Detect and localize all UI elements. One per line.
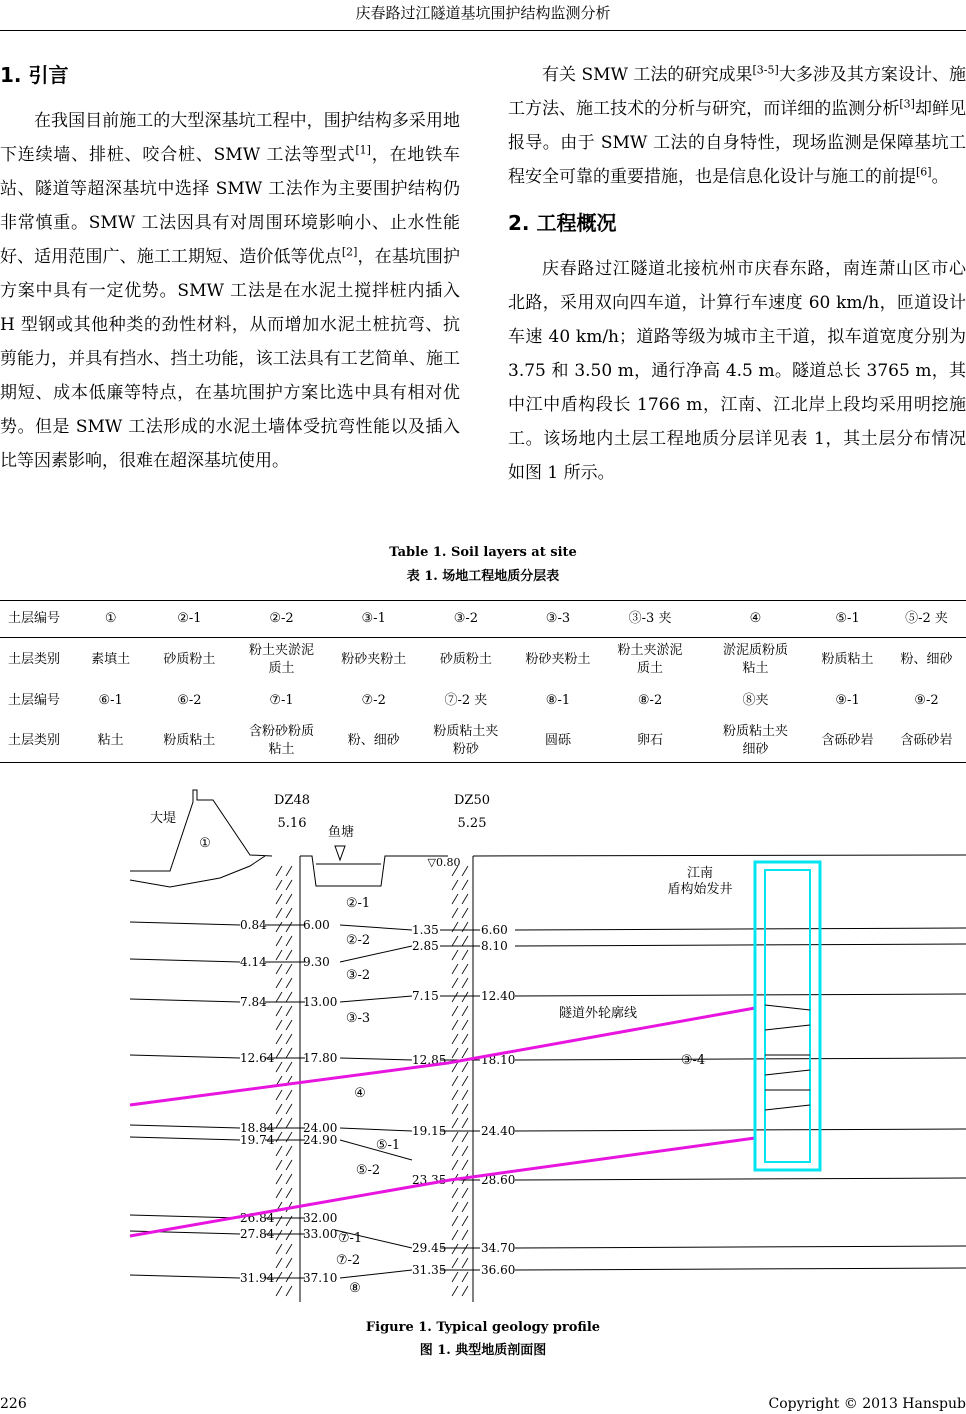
section-2-heading: 2. 工程概况 [508,211,617,235]
borehole-hatch [452,1020,458,1030]
borehole-hatch [276,894,282,904]
section-1-paragraph-1 [0,104,460,478]
borehole-hatch [462,866,468,876]
tunnel-bottom-outline [130,1138,755,1236]
text-run: 。 [931,167,949,187]
table-row [0,638,966,683]
borehole-hatch [462,1244,468,1254]
table-cell: ③-3 夹 [597,601,702,638]
header-rule [0,30,966,31]
borehole-hatch [452,1118,458,1128]
borehole-hatch [276,922,282,932]
borehole-hatch [276,1034,282,1044]
table-cell: ③-1 [334,601,413,638]
dz48-depth: 32.00 [303,1211,338,1225]
layer-boundary-right [515,1246,966,1248]
borehole-hatch [462,1118,468,1128]
borehole-hatch [276,1188,282,1198]
layer-boundary-mid [340,946,412,962]
borehole-hatch [462,1034,468,1044]
table-cell: 砂质粉土 [163,652,216,667]
borehole-hatch [286,1258,292,1268]
running-title: 庆春路过江隧道基坑围护结构监测分析 [355,4,611,22]
layer-boundary-left [130,959,240,962]
table-cell: 粉质粘土夹粉砂 [413,719,518,763]
row-header-cell: 土层类别 [0,719,71,763]
soil-layer-table [0,600,966,763]
layer-label: ③-4 [680,1053,706,1068]
borehole-hatch [276,978,282,988]
table-cell: 素填土 [91,652,131,667]
layer-label: ⑧ [349,1281,361,1296]
table-cell: ⑥-2 [177,692,202,708]
borehole-hatch [286,880,292,890]
borehole-hatch [452,950,458,960]
table-cell: 粉、细砂 [334,719,413,763]
table-caption-en: Table 1. Soil layers at site [389,545,577,560]
citation: [1] [355,143,371,157]
row-header-cell: 土层类别 [8,652,61,667]
dz48-elevation: 12.64 [240,1051,275,1065]
water-level-icon [335,846,345,860]
borehole-hatch [462,1048,468,1058]
dz48-depth: 6.00 [303,918,330,932]
borehole-hatch [452,1230,458,1240]
table-cell: 粉、细砂 [900,652,953,667]
layer-label: ③-3 [345,1011,371,1026]
text-run: ，在地铁车站、隧道等超深基坑中选择 SMW 工法作为主要围护结构仍非常慎重。SMW 工法因具有对周围环境影响小、止水性能好、适用范围广、施工工期短、造价低等优点 [0,145,460,267]
layer-boundary-right [515,994,966,996]
citation: [3] [899,97,915,111]
dz50-depth: 8.10 [481,939,508,953]
borehole-hatch [462,964,468,974]
borehole-hatch [462,1006,468,1016]
dz48-elevation: 26.84 [240,1211,275,1225]
borehole-hatch [452,1202,458,1212]
pond-label: 鱼塘 [327,825,355,840]
layer-label: ②-2 [345,933,371,948]
copyright: Copyright © 2013 Hanspub [768,1396,966,1412]
borehole-hatch [276,1244,282,1254]
dz50-depth: 12.40 [481,989,516,1003]
dz48-depth: 17.80 [303,1051,338,1065]
table-cell: ① [71,601,150,638]
borehole-hatch [286,1104,292,1114]
layer-label: ④ [354,1086,366,1101]
borehole-hatch [462,1286,468,1296]
dz50-elevation: 12.85 [412,1053,447,1067]
table-cell: ③-3 [519,601,598,638]
borehole-hatch [286,1286,292,1296]
dz50-depth: 24.40 [481,1124,516,1138]
layer-boundary-mid [340,925,412,930]
dz50-elevation: 1.35 [412,923,439,937]
dz48-elevation: 31.94 [240,1271,275,1285]
dz48-elevation: 27.84 [240,1227,275,1241]
borehole-hatch [452,936,458,946]
table-cell: 卵石 [597,719,702,763]
dz48-elevation: 0.84 [240,918,267,932]
citation: [3-5] [752,63,779,77]
figure-caption-en: Figure 1. Typical geology profile [365,1320,601,1335]
table-row [0,719,966,763]
dz50-elevation: 7.15 [412,989,439,1003]
table-cell: 含砾砂岩 [887,719,966,763]
table-caption-zh: 表 1. 场地工程地质分层表 [406,569,560,584]
shaft-label: 盾构始发井 [667,882,733,897]
borehole-hatch [286,1188,292,1198]
borehole-hatch [276,964,282,974]
layer-boundary-mid [340,1270,412,1278]
borehole-hatch [286,1146,292,1156]
layer-label: ① [199,836,211,851]
borehole-hatch [276,866,282,876]
borehole-hatch [286,1062,292,1072]
text-run: 却鲜见报导。由于 SMW 工法的自身特性，现场监测是保障基坑工程安全可靠的重要措施，也是信息化设计与施工的前提 [508,99,966,187]
borehole-hatch [286,1272,292,1282]
borehole-hatch [286,908,292,918]
borehole-hatch [286,1174,292,1184]
borehole-hatch [452,1216,458,1226]
layer-label: ⑦-1 [337,1231,363,1246]
borehole-hatch [462,936,468,946]
borehole-hatch [462,908,468,918]
section-1-paragraph-2 [508,58,966,194]
layer-label: ③-2 [345,968,371,983]
table-cell: ⑤-2 夹 [887,601,966,638]
layer-boundary-mid [340,1058,412,1060]
dz48-depth: 37.10 [303,1271,338,1285]
dz50-depth: 36.60 [481,1263,516,1277]
table-cell: 圆砾 [519,719,598,763]
dz48-elevation: 18.84 [240,1121,275,1135]
text-run: 在我国目前施工的大型深基坑工程中，围护结构多采用地下连续墙、排桩、咬合桩、SMW 工法等型式 [0,111,460,165]
layer-boundary-left [130,1275,240,1278]
dz50-elevation: 31.35 [412,1263,447,1277]
layer-label: ⑤-1 [375,1138,401,1153]
layer-label: ⑤-2 [355,1163,381,1178]
borehole-hatch [452,1006,458,1016]
borehole-hatch [286,978,292,988]
page-number: 226 [0,1396,27,1412]
borehole-hatch [462,978,468,988]
borehole-hatch [452,1188,458,1198]
borehole-hatch [276,1006,282,1016]
borehole-hatch [462,1020,468,1030]
borehole-hatch [276,1174,282,1184]
table-cell: 粉土夹淤泥质土 [249,643,315,676]
table-cell: 粉质粘土 [150,719,229,763]
dz50-depth: 28.60 [481,1173,516,1187]
borehole-dz50-label: DZ50 [454,793,490,808]
borehole-hatch [276,1160,282,1170]
borehole-hatch [462,1146,468,1156]
dz50-elevation: 23.35 [412,1173,447,1187]
borehole-hatch [276,1104,282,1114]
table-cell: 粉砂夹粉土 [525,652,591,667]
borehole-hatch [462,880,468,890]
dz48-depth: 13.00 [303,995,338,1009]
table-cell: ⑦-2 [361,692,386,708]
table-cell: 粉土夹淤泥质土 [617,643,683,676]
borehole-hatch [452,1090,458,1100]
table-cell: ⑧-1 [545,692,571,708]
section-1-heading: 1. 引言 [0,63,69,87]
borehole-hatch [276,936,282,946]
layer-boundary-right [515,1178,966,1180]
borehole-hatch [462,1216,468,1226]
layer-boundary-right [515,944,966,946]
borehole-hatch [452,1104,458,1114]
borehole-hatch [286,1160,292,1170]
borehole-hatch [286,1034,292,1044]
table-cell: ⑦-2 夹 [444,692,488,708]
borehole-hatch [276,992,282,1002]
table-cell: 含粉砂粉质粘土 [229,719,334,763]
borehole-hatch [452,894,458,904]
layer-boundary-left [130,1215,240,1218]
borehole-hatch [462,950,468,960]
dz50-depth: 6.60 [481,923,508,937]
borehole-hatch [462,1272,468,1282]
borehole-hatch [276,1286,282,1296]
layer-boundary-mid [340,1128,412,1131]
borehole-hatch [286,964,292,974]
borehole-hatch [286,1090,292,1100]
borehole-hatch [462,894,468,904]
dz48-elevation: 7.84 [240,995,267,1009]
geology-profile-figure [0,775,966,1310]
text-run: 有关 SMW 工法的研究成果 [542,65,753,85]
citation: [6] [916,165,932,179]
borehole-hatch [462,1188,468,1198]
borehole-hatch [452,1076,458,1086]
text-run: ，在基坑围护方案中具有一定优势。SMW 工法是在水泥土搅拌桩内插入 H 型钢或其他种类的劲性材料，从而增加水泥土桩抗弯、抗剪能力，并具有挡水、挡土功能，该工法具有工艺简单、施工期短、成本低廉等特点，在基坑围护方案比选中具有相对优势。但是 SMW 工法形成的水泥土墙体受抗弯性能以及插入比等因素影响，很难在超深基坑使用。 [0,247,461,471]
pond-outline [300,856,448,886]
ground-line [473,855,966,856]
layer-label: ②-1 [345,896,371,911]
table-cell: ⑨-2 [914,692,939,708]
borehole-dz50-elevation: 5.25 [457,816,487,831]
borehole-hatch [286,992,292,1002]
borehole-hatch [276,1118,282,1128]
borehole-hatch [276,908,282,918]
dz50-depth: 18.10 [481,1053,516,1067]
borehole-hatch [276,1048,282,1058]
borehole-hatch [276,1272,282,1282]
borehole-hatch [276,1230,282,1240]
table-cell: 淤泥质粉质粘土 [722,643,788,676]
table-cell: ⑨-1 [835,692,860,708]
borehole-hatch [452,880,458,890]
borehole-hatch [462,1062,468,1072]
shaft-brace [765,1070,810,1075]
shaft-label: 江南 [686,866,714,881]
section-2-paragraph-1 [508,252,966,490]
text-run: 大多涉及其方案设计、施工方法、施工技术的分析与研究，而详细的监测分析 [508,65,966,119]
table-row [0,682,966,719]
dz50-elevation: 2.85 [412,939,439,953]
table-cell: 粉砂夹粉土 [341,652,407,667]
table-cell: ⑧夹 [742,692,769,708]
dz48-elevation: 4.14 [240,955,267,969]
table-cell: 粉质粘土 [821,652,874,667]
dz48-depth: 24.90 [303,1133,338,1147]
borehole-hatch [286,1006,292,1016]
citation: [2] [341,245,358,259]
layer-label: ⑦-2 [335,1253,361,1268]
borehole-hatch [276,1146,282,1156]
layer-boundary-left [130,1125,240,1128]
borehole-hatch [462,1104,468,1114]
borehole-hatch [276,880,282,890]
tunnel-outline-label: 隧道外轮廓线 [558,1006,638,1021]
water-level-label: ▽0.80 [427,856,461,869]
borehole-hatch [276,950,282,960]
table-cell: 砂质粉土 [439,652,492,667]
borehole-hatch [286,1244,292,1254]
layer-boundary-right [515,928,966,930]
left-column [0,58,460,478]
table-cell: ②-2 [229,601,334,638]
borehole-hatch [462,1258,468,1268]
table-cell: 粘土 [71,719,150,763]
layer-boundary-right [515,1129,966,1131]
borehole-hatch [276,1062,282,1072]
borehole-dz48-label: DZ48 [274,793,310,808]
borehole-hatch [452,1048,458,1058]
dz48-elevation: 19.74 [240,1133,275,1147]
borehole-hatch [286,950,292,960]
borehole-hatch [286,936,292,946]
launch-shaft-inner [765,870,810,1162]
layer-boundary-left [130,922,240,925]
borehole-hatch [452,908,458,918]
figure-caption-zh: 图 1. 典型地质剖面图 [419,1343,547,1358]
borehole-hatch [452,978,458,988]
dz50-elevation: 29.45 [412,1241,447,1255]
row-header-cell: 土层编号 [8,692,61,708]
dz48-depth: 33.00 [303,1227,338,1241]
right-column [508,58,966,490]
table-cell: ②-1 [150,601,229,638]
borehole-hatch [462,1090,468,1100]
borehole-hatch [286,894,292,904]
layer-boundary-left [130,1055,240,1058]
borehole-dz48-elevation: 5.16 [277,816,307,831]
layer-boundary-left [130,999,240,1002]
borehole-hatch [286,922,292,932]
borehole-hatch [452,992,458,1002]
borehole-hatch [462,1202,468,1212]
borehole-hatch [452,1034,458,1044]
borehole-hatch [452,1272,458,1282]
row-header-cell: 土层编号 [0,601,71,638]
borehole-hatch [276,1258,282,1268]
shaft-brace [765,1105,810,1110]
dz48-depth: 24.00 [303,1121,338,1135]
borehole-hatch [452,1146,458,1156]
text-run: 庆春路过江隧道北接杭州市庆春东路，南连萧山区市心北路，采用双向四车道，计算行车速度 60 km/h，匝道设计车速 40 km/h；道路等级为城市主干道，拟车道宽度分别为 3.75 和 3.50 m，通行净高 4.5 m。隧道总长 3765 m，其中江中盾构段长 1766 m，江南、江北岸上段均采用明挖施工。该场地内土层工程地质分层详见表 1，其土层分布情况如图 1 所示。 [508,259,966,483]
borehole-hatch [462,992,468,1002]
table-cell: ⑤-1 [808,601,887,638]
table-cell: 粉质粘土夹细砂 [703,719,808,763]
table-cell: ④ [703,601,808,638]
layer-boundary-right [515,1268,966,1270]
borehole-hatch [286,1048,292,1058]
layer-boundary-right [515,1058,966,1060]
borehole-hatch [462,1160,468,1170]
borehole-hatch [286,866,292,876]
dz50-elevation: 19.15 [412,1124,447,1138]
borehole-hatch [452,1244,458,1254]
dyke-label: 大堤 [149,811,177,826]
borehole-hatch [452,1258,458,1268]
layer-boundary-mid [340,996,412,1002]
table-cell: ⑦-1 [269,692,294,708]
table-cell: 含砾砂岩 [808,719,887,763]
borehole-hatch [452,1160,458,1170]
borehole-hatch [462,1076,468,1086]
dz48-depth: 9.30 [303,955,330,969]
table-cell: ⑧-2 [637,692,663,708]
borehole-hatch [276,1090,282,1100]
table-row [0,601,966,638]
shaft-brace [765,1005,810,1010]
borehole-hatch [452,1286,458,1296]
borehole-hatch [286,1020,292,1030]
borehole-hatch [452,964,458,974]
dyke-outline [130,790,272,871]
borehole-hatch [462,1132,468,1142]
table-cell: ⑥-1 [98,692,123,708]
borehole-hatch [462,1230,468,1240]
borehole-hatch [286,1230,292,1240]
borehole-hatch [286,1118,292,1128]
shaft-brace [765,1025,810,1030]
borehole-hatch [276,1020,282,1030]
layer-boundary-left [130,1137,240,1140]
borehole-hatch [452,1132,458,1142]
table-cell: ③-2 [413,601,518,638]
dz50-depth: 34.70 [481,1241,516,1255]
